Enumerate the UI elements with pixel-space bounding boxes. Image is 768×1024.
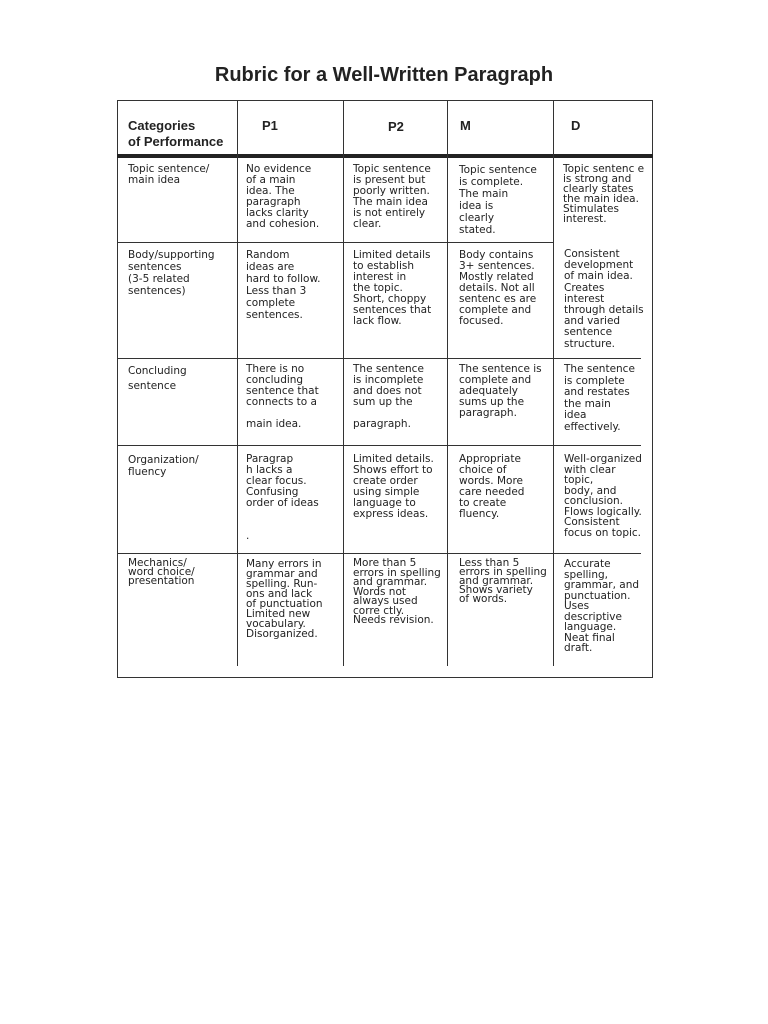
d-cell: The sentence is complete and restates the main idea effectively.	[564, 363, 635, 433]
m-cell: The sentence is complete and adequately sums up the paragraph.	[459, 363, 542, 419]
p1-cell: Random ideas are hard to follow. Less than 3 complete sentences.	[246, 249, 321, 321]
p2-cell: Limited details. Shows effort to create order using simple language to express ideas.	[353, 453, 434, 520]
row-divider	[117, 553, 641, 554]
header-p1: P1	[262, 118, 278, 133]
d-cell: Consistent development of main idea. Creates interest through details and varied sentence structure.	[564, 248, 644, 350]
row-divider	[117, 445, 641, 446]
category-cell: Mechanics/ word choice/ presentation	[128, 557, 195, 587]
m-cell: Less than 5 errors in spelling and grammar. Shows variety of words.	[459, 557, 547, 605]
d-cell: Well-organized with clear topic, body, and conclusion. Flows logically. Consistent focus on topic.	[564, 453, 642, 539]
m-cell: Appropriate choice of words. More care needed to create fluency.	[459, 453, 525, 520]
p2-cell: Topic sentence is present but poorly written. The main idea is not entirely clear.	[353, 163, 431, 230]
header-m: M	[460, 118, 471, 133]
header-categories: Categories of Performance	[128, 118, 224, 149]
p2-cell: More than 5 errors in spelling and grammar. Words not always used corre ctly. Needs revision.	[353, 557, 441, 626]
p2-cell: The sentence is incomplete and does not sum up the paragraph.	[353, 363, 424, 430]
d-cell: Topic sentenc e is strong and clearly states the main idea. Stimulates interest.	[563, 163, 645, 225]
page-title: Rubric for a Well-Written Paragraph	[214, 64, 554, 86]
d-cell: Accurate spelling, grammar, and punctuation. Uses descriptive language. Neat final draft.	[564, 558, 640, 654]
p1-cell: No evidence of a main idea. The paragraph lacks clarity and cohesion.	[246, 163, 320, 230]
column-divider	[237, 100, 238, 666]
row-divider	[117, 358, 641, 359]
header-divider	[117, 154, 653, 158]
header-d: D	[571, 118, 581, 133]
p1-cell: Many errors in grammar and spelling. Run- ons and lack of punctuation Limited new vocabulary. Disorganized.	[246, 558, 323, 640]
category-cell: Concluding sentence	[128, 365, 187, 392]
p1-cell: Paragrap h lacks a clear focus. Confusing order of ideas .	[246, 453, 319, 542]
row-divider	[117, 242, 553, 243]
m-cell: Topic sentence is complete. The main idea is clearly stated.	[459, 164, 537, 236]
category-cell: Organization/ fluency	[128, 454, 199, 478]
header-p2: P2	[388, 119, 404, 134]
p2-cell: Limited details to establish interest in the topic. Short, choppy sentences that lack flow.	[353, 249, 432, 327]
category-cell: Topic sentence/ main idea	[128, 163, 210, 186]
p1-cell: There is no concluding sentence that connects to a main idea.	[246, 363, 319, 430]
m-cell: Body contains 3+ sentences. Mostly related details. Not all sentenc es are complete and focused.	[459, 249, 537, 327]
category-cell: Body/supporting sentences (3-5 related sentences)	[128, 249, 215, 297]
